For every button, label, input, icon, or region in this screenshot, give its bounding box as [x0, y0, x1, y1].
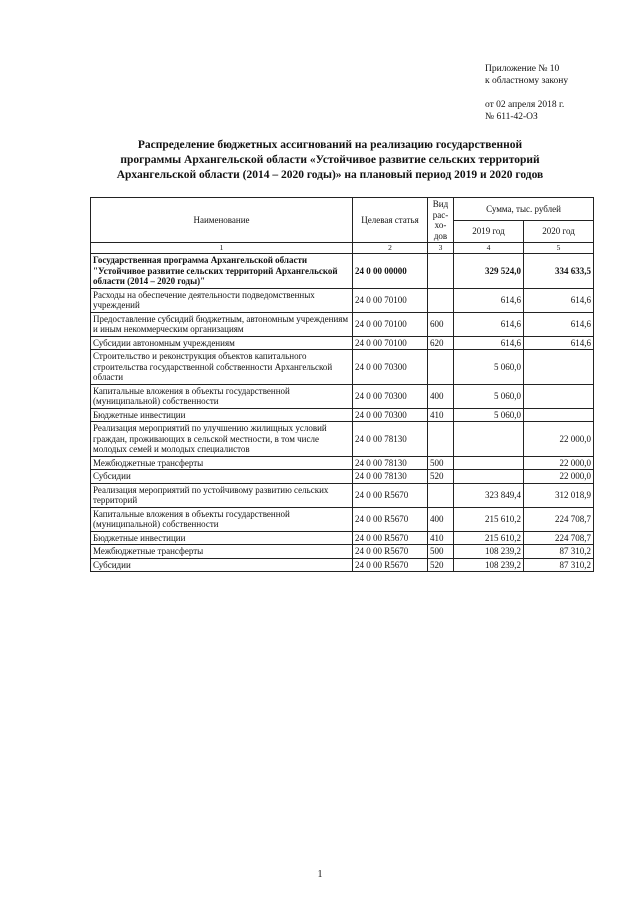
table-row: [91, 456, 594, 470]
row-2019: [454, 456, 524, 470]
row-type: [428, 422, 454, 457]
row-code: 24 0 00 00000: [353, 254, 428, 289]
table-row: [91, 545, 594, 559]
row-type: [428, 350, 454, 385]
row-code: 24 0 00 R5670: [353, 531, 428, 545]
row-code: 24 0 00 78130: [353, 422, 428, 457]
row-2020: 87 310,2: [524, 545, 594, 559]
appendix-line: к областному закону: [485, 76, 569, 86]
row-code: 24 0 00 R5670: [353, 558, 428, 572]
row-type: [428, 254, 454, 289]
appendix-line: Приложение № 10: [485, 64, 560, 74]
row-name: Расходы на обеспечение деятельности подведомственных учреждений: [91, 288, 353, 312]
row-type: 620: [428, 336, 454, 350]
row-2019: 614,6: [454, 312, 524, 336]
row-2019: 5 060,0: [454, 350, 524, 385]
row-name: Бюджетные инвестиции: [91, 408, 353, 422]
row-code: 24 0 00 78130: [353, 456, 428, 470]
row-name: Капитальные вложения в объекты государственной (муниципальной) собственности: [91, 384, 353, 408]
row-2019: 323 849,4: [454, 483, 524, 507]
row-2020: 614,6: [524, 336, 594, 350]
row-name: Капитальные вложения в объекты государственной (муниципальной) собственности: [91, 507, 353, 531]
table-row: [91, 408, 594, 422]
row-2019: 215 610,2: [454, 531, 524, 545]
row-type: 500: [428, 456, 454, 470]
column-index: 3: [428, 243, 454, 254]
row-name: Межбюджетные трансферты: [91, 456, 353, 470]
table-row: [91, 531, 594, 545]
row-type: 520: [428, 558, 454, 572]
budget-table: [90, 197, 594, 572]
row-2019: 614,6: [454, 288, 524, 312]
row-2019: 5 060,0: [454, 408, 524, 422]
table-row: [91, 350, 594, 385]
row-name: Субсидии: [91, 558, 353, 572]
header-type: Вид рас-хо-дов: [428, 198, 454, 243]
row-code: 24 0 00 R5670: [353, 545, 428, 559]
document-title: [30, 138, 630, 183]
column-index: 2: [353, 243, 428, 254]
table-row: [91, 384, 594, 408]
row-code: 24 0 00 70100: [353, 288, 428, 312]
row-name: Субсидии: [91, 470, 353, 484]
row-2019: 108 239,2: [454, 545, 524, 559]
table-row: [91, 483, 594, 507]
row-2020: [524, 384, 594, 408]
row-type: 400: [428, 384, 454, 408]
row-code: 24 0 00 70300: [353, 408, 428, 422]
table-row: [91, 254, 594, 289]
table-row: [91, 422, 594, 457]
appendix-line: № 611-42-ОЗ: [485, 112, 538, 122]
row-type: 400: [428, 507, 454, 531]
row-2020: 614,6: [524, 312, 594, 336]
row-2019: [454, 470, 524, 484]
row-type: 500: [428, 545, 454, 559]
row-2019: 329 524,0: [454, 254, 524, 289]
row-2020: [524, 350, 594, 385]
table-row: [91, 507, 594, 531]
header-name: Наименование: [91, 198, 353, 243]
header-sum: Сумма, тыс. рублей: [454, 198, 594, 221]
row-2020: 87 310,2: [524, 558, 594, 572]
row-name: Бюджетные инвестиции: [91, 531, 353, 545]
header-2019: 2019 год: [454, 220, 524, 243]
appendix-block: [485, 63, 635, 123]
row-type: 410: [428, 408, 454, 422]
header-code: Целевая статья: [353, 198, 428, 243]
row-name: Субсидии автономным учреждениям: [91, 336, 353, 350]
row-2020: 224 708,7: [524, 531, 594, 545]
row-name: Межбюджетные трансферты: [91, 545, 353, 559]
header-2020: 2020 год: [524, 220, 594, 243]
row-type: 520: [428, 470, 454, 484]
title-line: Распределение бюджетных ассигнований на реализацию государственной: [137, 139, 523, 151]
table-row: [91, 336, 594, 350]
row-2019: 108 239,2: [454, 558, 524, 572]
table-row: [91, 288, 594, 312]
row-code: 24 0 00 70100: [353, 312, 428, 336]
row-2019: 215 610,2: [454, 507, 524, 531]
page-number: 1: [317, 869, 323, 880]
row-2019: 614,6: [454, 336, 524, 350]
row-2020: 22 000,0: [524, 422, 594, 457]
column-index: 5: [524, 243, 594, 254]
table-row: [91, 470, 594, 484]
row-name: Реализация мероприятий по устойчивому развитию сельских территорий: [91, 483, 353, 507]
title-line: Архангельской области (2014 – 2020 годы)» на плановый период 2019 и 2020 годов: [116, 169, 544, 181]
row-type: 410: [428, 531, 454, 545]
row-2020: 22 000,0: [524, 456, 594, 470]
row-name: Строительство и реконструкция объектов капитального строительства государственной собственности Архангельской области: [91, 350, 353, 385]
row-type: 600: [428, 312, 454, 336]
column-index: 1: [91, 243, 353, 254]
row-code: 24 0 00 R5670: [353, 507, 428, 531]
row-2020: [524, 408, 594, 422]
row-code: 24 0 00 70100: [353, 336, 428, 350]
row-2020: 334 633,5: [524, 254, 594, 289]
row-2019: [454, 422, 524, 457]
row-2020: 614,6: [524, 288, 594, 312]
row-code: 24 0 00 78130: [353, 470, 428, 484]
row-type: [428, 483, 454, 507]
row-name: Предоставление субсидий бюджетным, автономным учреждениям и иным некоммерческим организациям: [91, 312, 353, 336]
column-index: 4: [454, 243, 524, 254]
row-2020: 224 708,7: [524, 507, 594, 531]
row-2020: 312 018,9: [524, 483, 594, 507]
table-body: [91, 254, 594, 572]
table-row: [91, 558, 594, 572]
row-2020: 22 000,0: [524, 470, 594, 484]
row-2019: 5 060,0: [454, 384, 524, 408]
row-type: [428, 288, 454, 312]
title-line: программы Архангельской области «Устойчивое развитие сельских территорий: [120, 154, 540, 166]
row-code: 24 0 00 70300: [353, 384, 428, 408]
row-code: 24 0 00 70300: [353, 350, 428, 385]
row-name: Государственная программа Архангельской области "Устойчивое развитие сельских территорий Архангельской области (2014 – 2020 годы)": [91, 254, 353, 289]
row-name: Реализация мероприятий по улучшению жилищных условий граждан, проживающих в сельской местности, в том числе молодых семей и молодых специалистов: [91, 422, 353, 457]
appendix-line: от 02 апреля 2018 г.: [485, 100, 565, 110]
row-code: 24 0 00 R5670: [353, 483, 428, 507]
table-row: [91, 312, 594, 336]
